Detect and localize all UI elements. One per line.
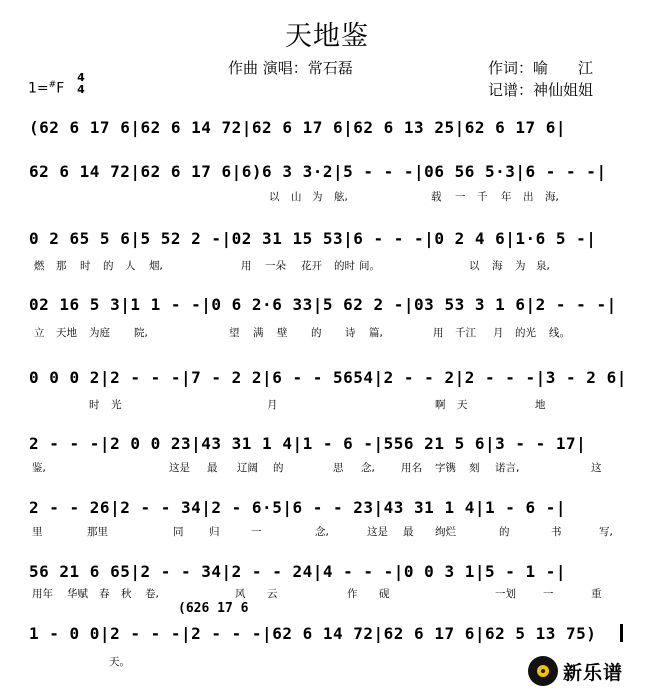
lyricist: 作词：喻 江 xyxy=(488,59,594,77)
score-row-1: (62 6 17 6|62 6 14 72|62 6 17 6|62 6 13 25|62 6 17 6| xyxy=(29,118,567,137)
score-row-6: 2 - - -|2 0 0 23|43 31 1 4|1 - 6 -|556 21 5 6|3 - - 17| xyxy=(29,434,587,453)
transcriber: 记谱：神仙姐姐 xyxy=(488,81,594,99)
record-disc-icon xyxy=(528,656,558,686)
time-signature: 4 4 xyxy=(77,71,85,96)
final-barline xyxy=(620,624,623,642)
score-row-9: 1 - 0 0|2 - - -|2 - - -|62 6 14 72|62 6 17 6|62 5 13 75) xyxy=(29,624,597,643)
key-signature: 1=#F xyxy=(28,80,65,97)
composer-singer: 作曲 演唱：常石磊 xyxy=(228,59,353,77)
score-row-4: 02 16 5 3|1 1 - -|0 6 2·6 33|5 62 2 -|03 53 3 1 6|2 - - -| xyxy=(29,295,617,314)
logo-text: 新乐谱 xyxy=(563,661,624,684)
song-title: 天地鉴 xyxy=(285,21,369,52)
prelude-marker: (626 17 6 xyxy=(178,601,249,616)
score-row-5: 0 0 0 2|2 - - -|7 - 2 2|6 - - 5654|2 - - 2|2 - - -|3 - 2 6| xyxy=(29,368,627,387)
score-row-2: 62 6 14 72|62 6 17 6|6)6 3 3·2|5 - - -|06 56 5·3|6 - - -| xyxy=(29,162,607,181)
site-logo xyxy=(528,654,623,688)
score-row-7: 2 - - 26|2 - - 34|2 - 6·5|6 - - 23|43 31 1 4|1 - 6 -| xyxy=(29,498,567,517)
score-row-8: 56 21 6 65|2 - - 34|2 - - 24|4 - - -|0 0 3 1|5 - 1 -| xyxy=(29,562,567,581)
score-row-3: 0 2 65 5 6|5 52 2 -|02 31 15 53|6 - - -|0 2 4 6|1·6 5 -| xyxy=(29,229,597,248)
